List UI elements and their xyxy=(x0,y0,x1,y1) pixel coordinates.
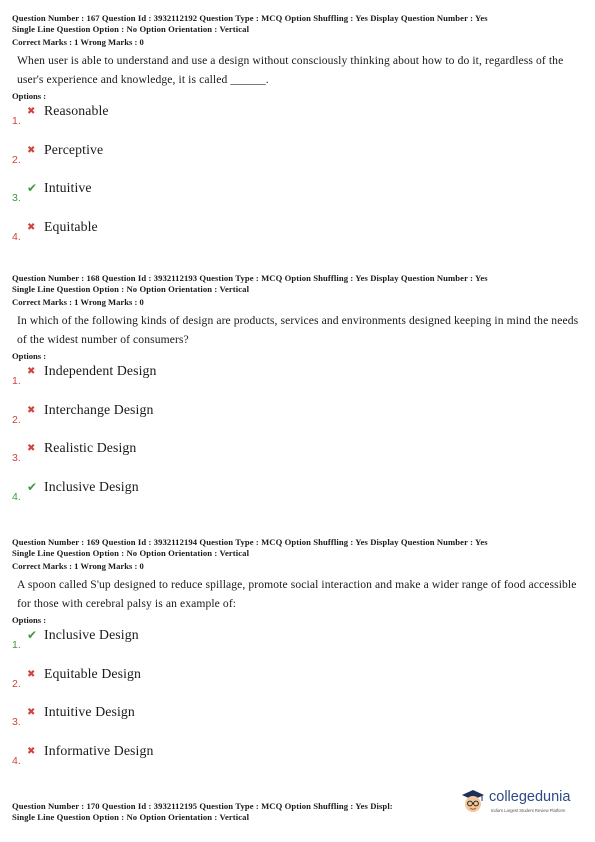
option-label: Equitable Design xyxy=(44,665,142,681)
option-number: 1. xyxy=(12,375,21,387)
cross-icon: ✖ xyxy=(27,221,36,233)
question-block xyxy=(12,273,587,516)
option-item xyxy=(12,626,587,665)
option-item xyxy=(12,439,587,478)
option-label: Perceptive xyxy=(44,141,104,157)
cross-icon: ✖ xyxy=(27,144,36,156)
question-meta-options: Single Line Question Option : No Option Orientation : Vertical xyxy=(12,547,250,558)
check-icon: ✔ xyxy=(27,181,38,195)
question-block xyxy=(12,13,587,256)
option-number: 1. xyxy=(12,639,21,651)
check-icon: ✔ xyxy=(27,479,38,494)
question-text: When user is able to understand and use a design without consciously thinking about how to do it, regardless of the user's experience and knowledge, it is called ______. xyxy=(17,54,564,86)
check-icon: ✔ xyxy=(27,628,38,642)
cross-icon: ✖ xyxy=(27,707,36,718)
question-meta: Question Number : 169 Question Id : 3932112194 Question Type : MCQ Option Shuffling : Yes Display Question Number : Yes xyxy=(12,537,488,547)
question-marks: Correct Marks : 1 Wrong Marks : 0 xyxy=(12,561,144,571)
option-item xyxy=(12,141,587,180)
option-label: Intuitive Design xyxy=(44,704,135,719)
question-block xyxy=(12,801,472,822)
question-meta: Question Number : 167 Question Id : 3932112192 Question Type : MCQ Option Shuffling : Yes Display Question Number : Yes xyxy=(12,13,488,23)
option-number: 4. xyxy=(12,754,21,767)
cross-icon: ✖ xyxy=(27,366,36,377)
question-meta-options: Single Line Question Option : No Option Orientation : Vertical xyxy=(12,811,250,822)
collegedunia-logo xyxy=(458,786,588,826)
cross-icon: ✖ xyxy=(27,745,36,757)
question-meta: Question Number : 168 Question Id : 3932112193 Question Type : MCQ Option Shuffling : Yes Display Question Number : Yes xyxy=(12,273,488,283)
option-item xyxy=(12,478,587,517)
logo-name: collegedunia xyxy=(489,789,571,805)
cross-icon: ✖ xyxy=(27,443,36,454)
option-item xyxy=(12,179,587,218)
question-meta-options: Single Line Question Option : No Option Orientation : Vertical xyxy=(12,23,250,34)
option-label: Informative Design xyxy=(44,742,154,758)
option-item xyxy=(12,218,587,257)
student-mascot-icon xyxy=(460,788,486,814)
option-number: 1. xyxy=(12,115,21,127)
cross-icon: ✖ xyxy=(27,404,36,416)
option-item xyxy=(12,703,587,742)
option-number: 3. xyxy=(12,452,21,464)
logo-tagline: India's Largest Student Review Platform xyxy=(491,808,566,813)
option-label: Reasonable xyxy=(44,103,109,118)
option-number: 4. xyxy=(12,230,21,243)
question-meta: Question Number : 170 Question Id : 3932112195 Question Type : MCQ Option Shuffling : Yes Displ: xyxy=(12,801,393,811)
option-label: Independent Design xyxy=(44,363,157,378)
question-text: A spoon called S'up designed to reduce spillage, promote social interaction and make a wider range of food accessible for those with cerebral palsy is an example of: xyxy=(17,578,577,610)
option-label: Inclusive Design xyxy=(44,627,139,642)
options-heading: Options : xyxy=(12,615,47,625)
option-number: 3. xyxy=(12,192,21,204)
option-number: 2. xyxy=(12,413,21,426)
option-item xyxy=(12,665,587,704)
option-number: 3. xyxy=(12,716,21,728)
options-heading: Options : xyxy=(12,91,47,101)
cross-icon: ✖ xyxy=(27,106,36,117)
cross-icon: ✖ xyxy=(27,668,36,680)
option-label: Interchange Design xyxy=(44,401,154,417)
option-item xyxy=(12,742,587,781)
question-block xyxy=(12,537,587,780)
option-item xyxy=(12,362,587,401)
option-number: 2. xyxy=(12,677,21,690)
option-label: Intuitive xyxy=(44,180,92,195)
question-meta-options: Single Line Question Option : No Option Orientation : Vertical xyxy=(12,283,250,294)
option-label: Realistic Design xyxy=(44,440,137,455)
option-label: Inclusive Design xyxy=(44,478,139,494)
question-marks: Correct Marks : 1 Wrong Marks : 0 xyxy=(12,37,144,47)
option-number: 2. xyxy=(12,153,21,166)
option-label: Equitable xyxy=(44,218,98,234)
option-number: 4. xyxy=(12,490,21,503)
option-item xyxy=(12,102,587,141)
option-item xyxy=(12,401,587,440)
options-heading: Options : xyxy=(12,351,47,361)
question-text: In which of the following kinds of design are products, services and environments designed keeping in mind the needs of the widest number of consumers? xyxy=(17,314,579,346)
question-marks: Correct Marks : 1 Wrong Marks : 0 xyxy=(12,297,144,307)
